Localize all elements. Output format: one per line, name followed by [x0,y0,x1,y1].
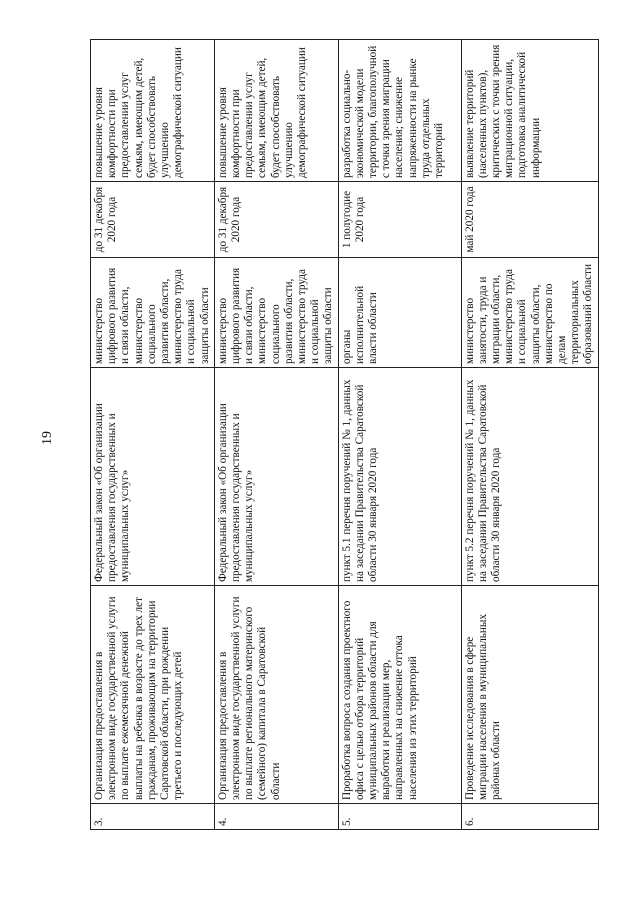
row-number: 3. [91,804,215,830]
expected-result: повышение уровня комфортности при предоставлении услуг семьям, имеющим детей, будет способствовать улучшению демографической ситуации [214,40,338,182]
expected-result: разработка социально-экономической модели территории, благополучной с точки зрения миграции населения; снижение напряженности на рынке труда отдельных территорий [338,40,461,182]
legal-basis: пункт 5.1 перечня поручений № 1, данных на заседании Правительства Саратовской области 30 января 2020 года [338,368,461,586]
table-row [338,40,461,830]
executor: министерство цифрового развития и связи области, министерство социального развития области, министерство труда и социальной защиты области [214,258,338,368]
legal-basis: пункт 5.2 перечня поручений № 1, данных на заседании Правительства Саратовской области 30 января 2020 года [461,368,598,586]
row-number: 4. [214,804,338,830]
legal-basis: Федеральный закон «Об организации предоставления государственных и муниципальных услуг» [214,368,338,586]
rotated-table-area [90,40,595,830]
expected-result: выявление территорий (населенных пунктов), критических с точки зрения миграционной ситуации, подготовка аналитической информации [461,40,598,182]
deadline: 1 полугодие 2020 года [338,182,461,258]
executor: органы исполнительной власти области [338,258,461,368]
table-row [461,40,598,830]
legal-basis: Федеральный закон «Об организации предоставления государственных и муниципальных услуг» [91,368,215,586]
measure-name: Организация предоставления в электронном виде государственной услуги по выплате регионального материнского (семейного) капитала в Саратовской области [214,586,338,804]
measures-table [90,39,599,830]
deadline: до 31 декабря 2020 года [91,182,215,258]
executor: министерство занятости, труда и миграции области, министерство труда и социальной защиты области, министерство по делам территориальных образований области [461,258,598,368]
expected-result: повышение уровня комфортности при предоставлении услуг семьям, имеющим детей, будет способствовать улучшению демографической ситуации [91,40,215,182]
page-number: 19 [40,431,55,445]
deadline: до 31 декабря 2020 года [214,182,338,258]
measure-name: Проработка вопроса создания проектного офиса с целью отбора территорий муниципальных районов области для выработки и реализации мер, направленных на снижение оттока населения из этих территорий [338,586,461,804]
table-row [214,40,338,830]
measure-name: Организация предоставления в электронном виде государственной услуги по выплате ежемесячной денежной выплаты на ребенка в возрасте до трех лет гражданам, проживающим на территории Саратовской области, при рождении третьего и последующих детей [91,586,215,804]
row-number: 6. [461,804,598,830]
measure-name: Проведение исследования в сфере миграции населения в муниципальных районах области [461,586,598,804]
deadline: май 2020 года [461,182,598,258]
table-row [91,40,215,830]
executor: министерство цифрового развития и связи области, министерство социального развития области, министерство труда и социальной защиты области [91,258,215,368]
row-number: 5. [338,804,461,830]
